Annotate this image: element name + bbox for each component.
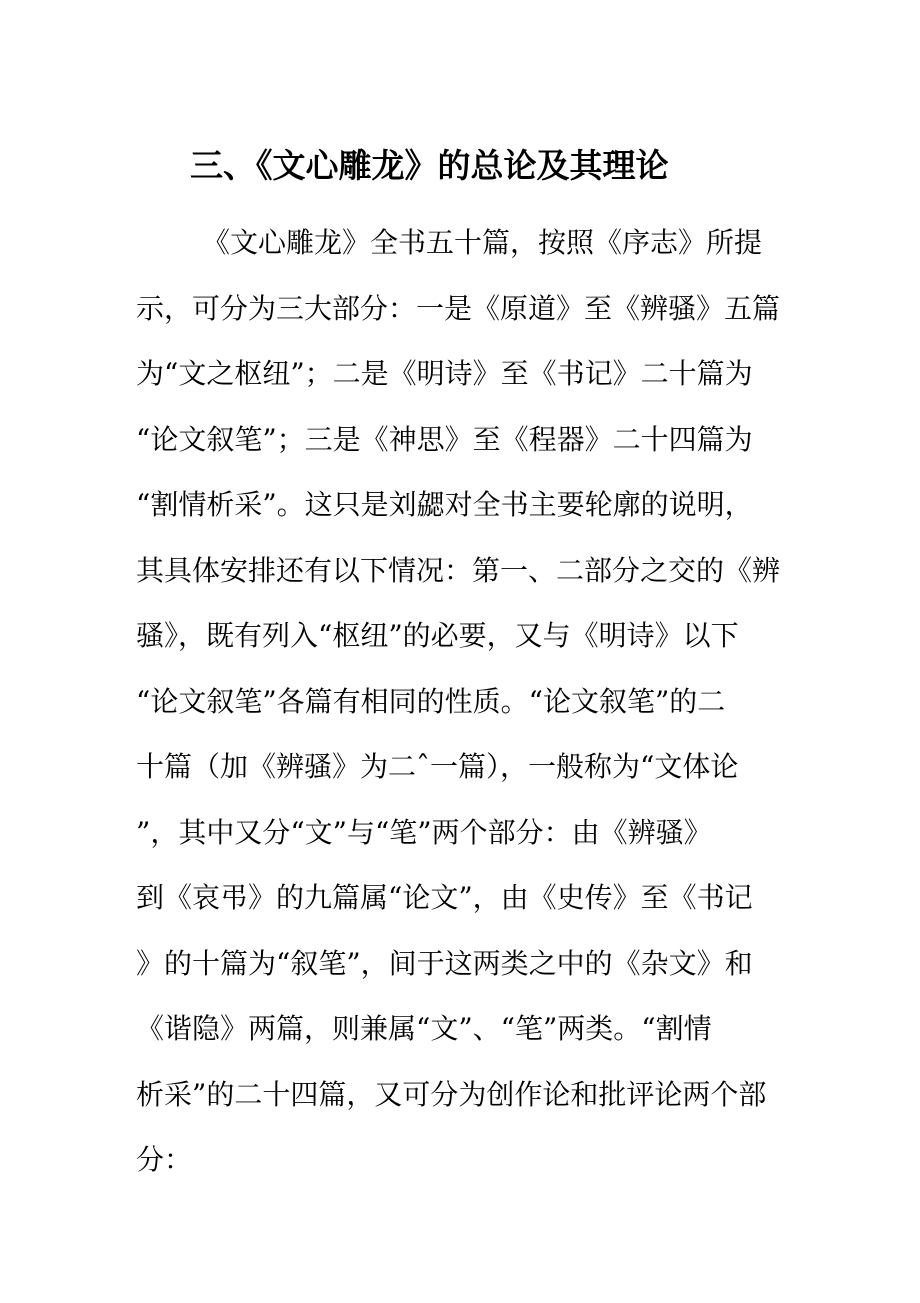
paragraph-line: 分： [136, 1143, 193, 1176]
paragraph-line: 为“文之枢纽”；二是《明诗》至《书记》二十篇为 [136, 357, 753, 390]
paragraph-line: 析采”的二十四篇，又可分为创作论和批评论两个部 [136, 1077, 767, 1111]
section-heading: 三、《文心雕龙》的总论及其理论 [190, 146, 669, 185]
body-paragraph [136, 210, 786, 1193]
paragraph-line: 《谐隐》两篇，则兼属“文”、“笔”两类。“割情 [136, 1012, 712, 1045]
paragraph-line: 《文心雕龙》全书五十篇，按照《序志》所提 [202, 226, 763, 259]
paragraph-line: “割情析采”。这只是刘勰对全书主要轮廓的说明， [136, 488, 753, 521]
paragraph-line: ”，其中又分“文”与“笔”两个部分：由《辨骚》 [136, 815, 712, 849]
paragraph-line: 其具体安排还有以下情况：第一、二部分之交的《辨 [136, 553, 781, 587]
paragraph-line: “论文叙笔”；三是《神思》至《程器》二十四篇为 [136, 422, 753, 456]
paragraph-line: 》的十篇为“叙笔”，间于这两类之中的《杂文》和 [136, 946, 753, 980]
paragraph-line: 到《哀弔》的九篇属“论文”，由《史传》至《书记 [136, 881, 753, 914]
paragraph-line: 示，可分为三大部分：一是《原道》至《辨骚》五篇 [136, 291, 781, 325]
paragraph-line: “论文叙笔”各篇有相同的性质。“论文叙笔”的二 [136, 684, 726, 718]
paragraph-line: 十篇（加《辨骚》为二ˆ一篇），一般称为“文体论 [136, 750, 739, 783]
paragraph-line: 骚》，既有列入“枢纽”的必要，又与《明诗》以下 [136, 619, 739, 652]
